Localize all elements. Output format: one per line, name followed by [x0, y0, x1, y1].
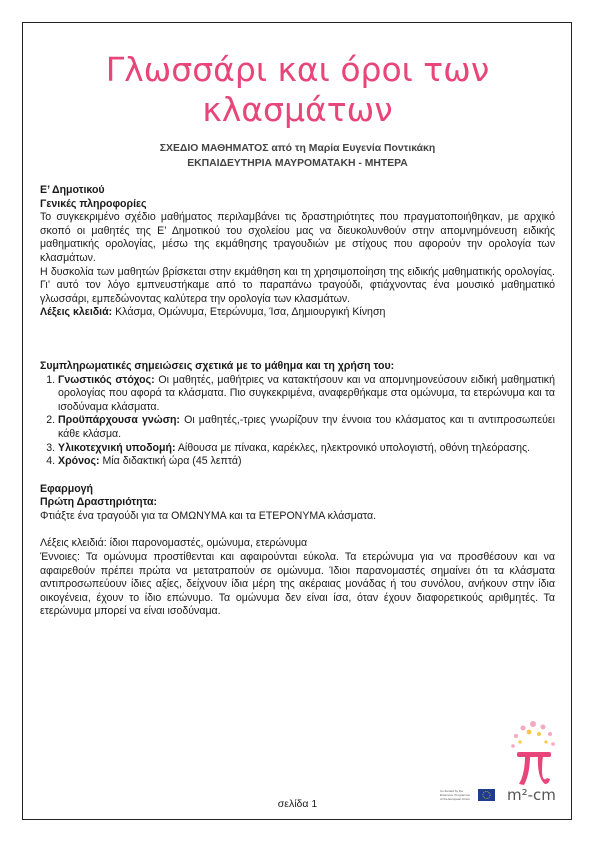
note-item	[58, 442, 555, 456]
activity-heading: Πρώτη Δραστηριότητα:	[40, 496, 158, 509]
note-label: Προϋπάρχουσα γνώση:	[58, 414, 180, 427]
general-paragraph-1: Το συγκεκριμένο σχέδιο μαθήματος περιλαμβάνει τις δραστηριότητες που πραγματοποιήθηκαν, με αρχικό σκοπό οι μαθητές της Ε’ Δημοτικού του σχολείου μας να διευκολυνθούν στην απομνημόνευση ειδικής μαθηματικής ορολογίας, μέσω της εκμάθησης τραγουδιών με στίχους που αφορούν την ορολογία των κλασμάτων.	[40, 211, 555, 264]
note-text: Μία διδακτική ώρα (45 λεπτά)	[99, 455, 242, 468]
note-item	[58, 455, 555, 469]
notes-heading: Συμπληρωματικές σημειώσεις σχετικά με το μάθημα και τη χρήση του:	[40, 359, 395, 372]
general-paragraph-2: Η δυσκολία των μαθητών βρίσκεται στην εκμάθηση και τη χρησιμοποίηση της ειδικής μαθηματικής ορολογίας. Γι’ αυτό τον λόγο εμπνευστήκαμε από το παραπάνω τραγούδι, φτιάχνοντας ένα μουσικό μαθηματικό γλωσσάρι, εμπεδώνοντας καλύτερα την ορολογία των κλασμάτων.	[40, 265, 555, 305]
general-heading: Γενικές πληροφορίες	[40, 197, 147, 210]
concepts-paragraph: Έννοιες: Τα ομώνυμα προστίθενται και αφαιρούνται εύκολα. Τα ετερώνυμα για να προσθέσουν και να αφαιρεθούν πρέπει πρώτα να μετατραπούν σε ομώνυμα. Ίδιοι παρανομαστές σημαίνει ότι τα κλάσματα αντιπροσωπεύουν ίδιες αξίες, δείχνουν ίδια μέρη της ακέραιας μονάδας ή του συνόλου, ανήκουν στην ίδια οικογένεια, έχουν το ίδιο επώνυμο. Τα ομώνυμα δεν είναι ίσα, όταν έχουν διαφορετικούς αριθμητές. Τα ετερώνυμα μπορεί να είναι ισοδύναμα.	[40, 551, 555, 618]
author-line: ΣΧΕΔΙΟ ΜΑΘΗΜΑΤΟΣ από τη Μαρία Ευγενία Ποντικάκη	[159, 143, 436, 154]
keywords-line	[40, 306, 555, 320]
svg-text:Co-funded by the: Co-funded by the	[440, 789, 464, 793]
page-title: Γλωσσάρι και όροι των κλασμάτων	[105, 50, 490, 129]
note-label: Υλικοτεχνική υποδομή:	[58, 441, 176, 454]
note-text: Οι μαθητές, μαθήτριες να κατακτήσουν και να απομνημονεύσουν ειδική μαθηματική ορολογίας που αφορά τα κλάσματα. Πιο συγκεκριμένα, αναφερθήκαμε στα ομώνυμα, τα ετερώνυμα και τα ισοδύναμα κλάσματα.	[58, 373, 555, 413]
activity-text: Φτιάξτε ένα τραγούδι για τα ΟΜΩΝΥΜΑ και τα ΕΤΕΡΟΝΥΜΑ κλάσματα.	[40, 509, 377, 522]
keywords-value: Κλάσμα, Ομώνυμα, Ετερώνυμα, Ίσα, Δημιουργική Κίνηση	[112, 306, 386, 319]
school-line: ΕΚΠΑΙΔΕΥΤΗΡΙΑ ΜΑΥΡΟΜΑΤΑΚΗ - ΜΗΤΕΡΑ	[187, 158, 408, 169]
note-label: Γνωστικός στόχος:	[58, 373, 155, 386]
note-text: Αίθουσα με πίνακα, καρέκλες, ηλεκτρονικό υπολογιστή, οθόνη τηλεόρασης.	[175, 441, 531, 454]
note-text: Οι μαθητές,-τριες γνωρίζουν την έννοια του κλάσματος και τι αντιπροσωπεύει κάθε κλάσμα.	[58, 414, 555, 440]
note-item	[58, 374, 555, 415]
note-item	[58, 414, 555, 441]
activity-keywords: Λέξεις κλειδιά: ίδιοι παρονομαστές, ομώνυμα, ετερώνυμα	[40, 537, 308, 550]
brand-logo: m²-cm	[507, 786, 556, 804]
document-body	[40, 184, 555, 619]
note-label: Χρόνος:	[58, 455, 100, 468]
keywords-label: Λέξεις κλειδιά:	[40, 306, 113, 319]
notes-list	[40, 374, 555, 469]
page-number: σελίδα 1	[277, 798, 318, 810]
svg-text:of the European Union: of the European Union	[440, 797, 471, 801]
svg-text:Erasmus+ Programme: Erasmus+ Programme	[440, 793, 471, 797]
application-heading: Εφαρμογή	[40, 482, 94, 495]
grade-label: Ε’ Δημοτικού	[40, 184, 105, 196]
